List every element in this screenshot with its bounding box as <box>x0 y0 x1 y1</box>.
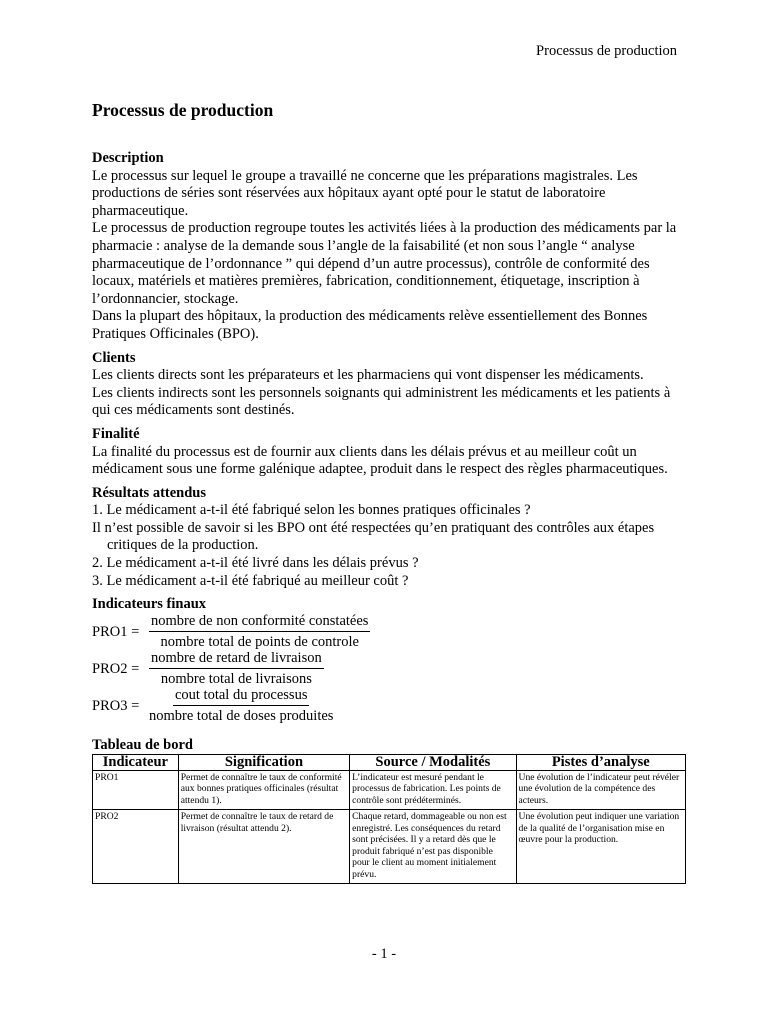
indicateurs-section <box>92 596 684 725</box>
column-header: Signification <box>178 754 349 770</box>
resultat-note-text: Il n’est possible de savoir si les BPO ont été respectées qu’en pratiquant des contrôles aux étapes critiques de la production. <box>92 519 655 554</box>
formula-pro1 <box>92 614 684 651</box>
resultat-item-1: 1. Le médicament a-t-il été fabriqué selon les bonnes pratiques officinales ? <box>92 502 531 519</box>
clients-section <box>92 350 684 420</box>
description-heading: Description <box>92 150 164 166</box>
clients-paragraph: Les clients indirects sont les personnels soignants qui administrent les médicaments et les patients à qui ces médicaments sont destinés. <box>92 384 671 419</box>
fraction-denominator: nombre total de points de controle <box>160 634 359 651</box>
fraction-numerator: nombre de retard de livraison <box>149 650 324 669</box>
resultat-note <box>92 520 684 555</box>
table-row <box>93 770 686 810</box>
finalite-heading: Finalité <box>92 425 140 442</box>
formula-pro2 <box>92 651 684 688</box>
table-row <box>93 810 686 884</box>
fraction-numerator: nombre de non conformité constatées <box>149 613 370 632</box>
description-section <box>92 150 684 344</box>
table-cell: Une évolution de l’indicateur peut révéler une évolution de la compétence des acteurs. <box>516 770 685 810</box>
fraction-numerator: cout total du processus <box>173 687 310 706</box>
indicateurs-heading: Indicateurs finaux <box>92 596 207 613</box>
fraction <box>149 613 370 651</box>
description-paragraph: Le processus de production regroupe toutes les activités liées à la production des médicaments par la pharmacie : analyse de la demande sous l’angle de la faisabilité (et non sous l’angle “ analyse pharmaceutique de l’ordonnance ” qui dépend d’un autre processus), contrôle de conformité des locaux, matériels et matières premières, fabrication, conditionnement, étiquetage, inscription à l’ordonnancier, stockage. <box>92 220 677 307</box>
resultat-item-3: 3. Le médicament a-t-il été fabriqué au meilleur coût ? <box>92 572 409 589</box>
clients-paragraph: Les clients directs sont les préparateurs et les pharmaciens qui vont dispenser les médicaments. <box>92 367 644 384</box>
table-cell: L’indicateur est mesuré pendant le processus de fabrication. Les points de contrôle sont prédéterminés. <box>350 770 516 810</box>
table-cell: PRO1 <box>93 770 179 810</box>
fraction <box>149 650 324 688</box>
finalite-section <box>92 426 684 479</box>
column-header: Pistes d’analyse <box>516 754 685 770</box>
table-cell: PRO2 <box>93 810 179 884</box>
dashboard-table <box>92 754 686 885</box>
formula-label: PRO2 = <box>92 660 140 677</box>
table-cell: Chaque retard, dommageable ou non est enregistré. Les conséquences du retard sont précisées. Il y a retard dès que le produit fabriqué n’est pas disponible pour le client au moment initialement prévu. <box>350 810 516 884</box>
resultats-section <box>92 485 684 591</box>
table-cell: Permet de connaître le taux de conformité aux bonnes pratiques officinales (résultat attendu 1). <box>178 770 349 810</box>
fraction <box>149 687 333 725</box>
formula-label: PRO3 = <box>92 697 140 714</box>
formula-pro3 <box>92 688 684 725</box>
formula-label: PRO1 = <box>92 623 140 640</box>
page-title: Processus de production <box>92 100 274 120</box>
column-header: Indicateur <box>93 754 179 770</box>
table-cell: Permet de connaître le taux de retard de livraison (résultat attendu 2). <box>178 810 349 884</box>
tableau-heading: Tableau de bord <box>92 736 193 753</box>
resultat-item-2: 2. Le médicament a-t-il été livré dans les délais prévus ? <box>92 555 419 572</box>
finalite-paragraph: La finalité du processus est de fournir aux clients dans les délais prévus et au meilleur coût un médicament sous une forme galénique adaptee, produit dans le respect des règles pharmaceutiques. <box>92 443 668 478</box>
running-header: Processus de production <box>536 43 677 59</box>
description-paragraph: Dans la plupart des hôpitaux, la production des médicaments relève essentiellement des Bonnes Pratiques Officinales (BPO). <box>92 308 648 342</box>
table-cell: Une évolution peut indiquer une variation de la qualité de l’organisation mise en œuvre pour la production. <box>516 810 685 884</box>
table-header-row <box>93 754 686 770</box>
page-number: - 1 - <box>371 946 397 962</box>
fraction-denominator: nombre total de doses produites <box>149 708 334 725</box>
description-paragraph: Le processus sur lequel le groupe a travaillé ne concerne que les préparations magistrales. Les productions de séries sont réservées aux hôpitaux ayant opté pour le statut de laboratoire pharmaceutique. <box>92 167 638 219</box>
document-body <box>92 150 684 890</box>
fraction-denominator: nombre total de livraisons <box>160 671 312 688</box>
clients-heading: Clients <box>92 349 136 366</box>
tableau-section <box>92 737 684 885</box>
column-header: Source / Modalités <box>350 754 516 770</box>
resultats-heading: Résultats attendus <box>92 484 206 501</box>
